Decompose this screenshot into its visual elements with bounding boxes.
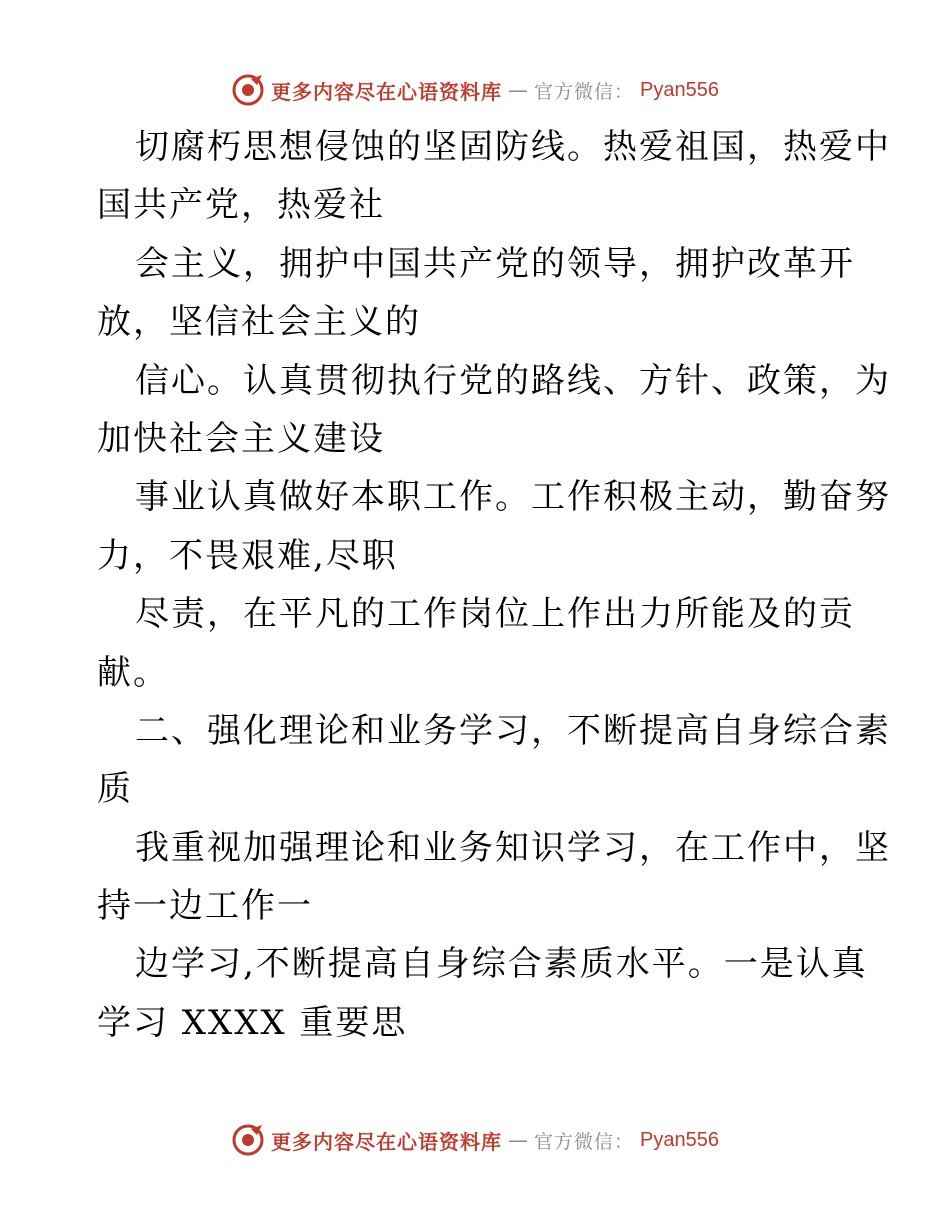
text-line: 边学习,不断提高自身综合素质水平。一是认真 [135,944,868,985]
text-line: 学习 XXXX 重要思 [97,1002,408,1043]
footer-watermark-banner [0,1120,950,1160]
banner-separator: — [508,1128,528,1152]
text-line: 我重视加强理论和业务知识学习，在工作中，坚 [135,827,891,868]
text-line: 国共产党，热爱社 [97,185,385,226]
banner-separator: — [508,78,528,102]
text-line: 事业认真做好本职工作。工作积极主动，勤奋努 [135,477,891,518]
banner-site-name: 更多内容尽在心语资料库 [271,1129,502,1154]
brand-logo-icon [231,1123,265,1157]
text-line: 加快社会主义建设 [97,418,385,459]
text-line: 持一边工作一 [97,886,313,927]
banner-site-name: 更多内容尽在心语资料库 [271,79,502,104]
banner-wechat-label: 官方微信： [534,80,635,103]
banner-wechat-id: Pyan556 [640,1128,719,1151]
brand-logo-icon [231,73,265,107]
text-line: 信心。认真贯彻执行党的路线、方针、政策，为 [135,360,891,401]
banner-wechat-label: 官方微信： [534,1130,635,1153]
section-heading: 二、强化理论和业务学习，不断提高自身综合素 [135,710,891,751]
text-line: 会主义，拥护中国共产党的领导，拥护改革开 [135,243,855,284]
banner-wechat-id: Pyan556 [640,78,719,101]
text-line: 放，坚信社会主义的 [97,302,421,343]
text-line: 切腐朽思想侵蚀的坚固防线。热爱祖国，热爱中 [135,127,891,167]
section-heading-continued: 质 [97,769,133,810]
header-watermark-banner [0,70,950,110]
document-body [97,118,891,1052]
text-line: 献。 [97,652,169,693]
text-line: 尽责，在平凡的工作岗位上作出力所能及的贡 [135,594,855,635]
text-line: 力，不畏艰难,尽职 [97,535,398,576]
